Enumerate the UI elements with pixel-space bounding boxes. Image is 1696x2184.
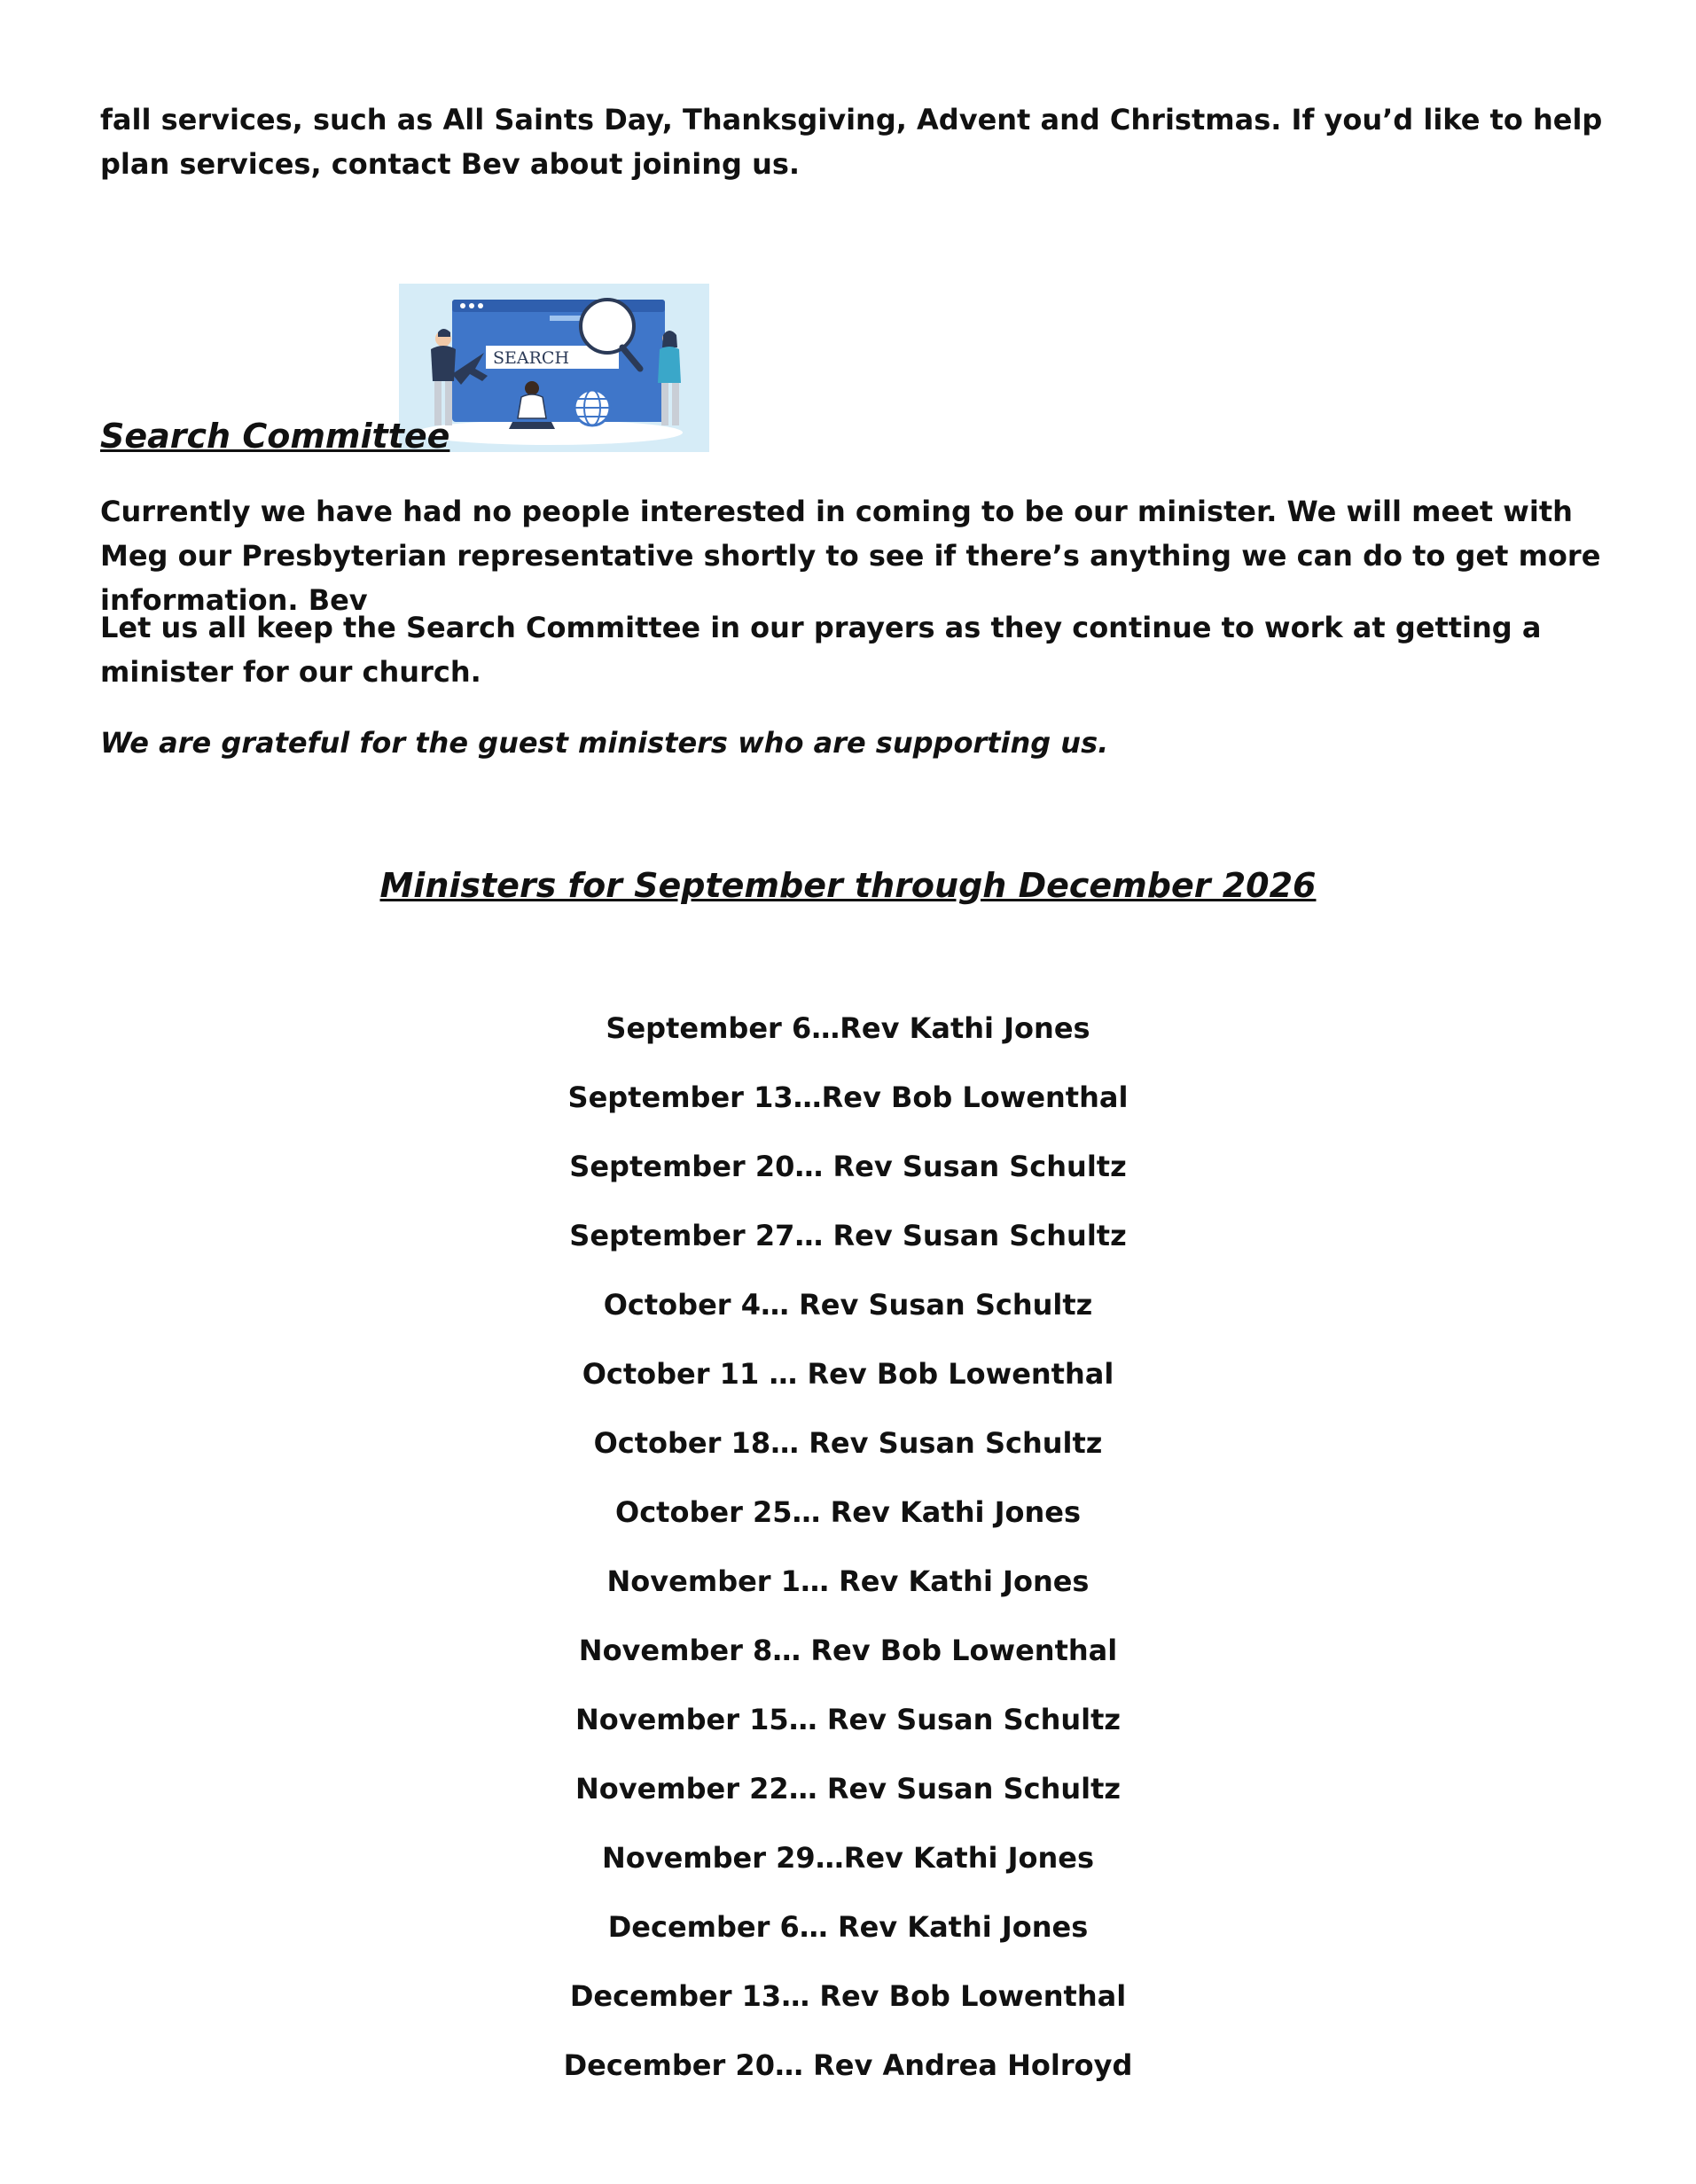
schedule-item: November 29…Rev Kathi Jones <box>601 1841 1095 1875</box>
schedule-item: September 13…Rev Bob Lowenthal <box>567 1080 1129 1114</box>
minister-schedule <box>0 1006 1696 2112</box>
schedule-item: September 20… Rev Susan Schultz <box>569 1150 1127 1183</box>
prayer-paragraph: Let us all keep the Search Committee in our prayers as they continue to work at getting a minister for our church. <box>100 611 1542 689</box>
search-committee-heading: Search Committee <box>100 417 450 456</box>
schedule-item: December 13… Rev Bob Lowenthal <box>569 1979 1127 2013</box>
ministers-heading: Ministers for September through December 2026 <box>379 866 1317 905</box>
schedule-item: November 15… Rev Susan Schultz <box>574 1703 1122 1736</box>
search-committee-paragraph: Currently we have had no people interested in coming to be our minister. We will meet with Meg our Presbyterian representative shortly to see if there’s anything we can do to get more information. Bev <box>100 495 1601 617</box>
search-illustration-label: SEARCH <box>493 348 570 368</box>
schedule-item: October 11 … Rev Bob Lowenthal <box>582 1357 1114 1391</box>
schedule-item: October 4… Rev Susan Schultz <box>603 1288 1093 1322</box>
schedule-item: November 1… Rev Kathi Jones <box>606 1564 1090 1598</box>
schedule-item: September 6…Rev Kathi Jones <box>606 1011 1090 1045</box>
intro-paragraph: fall services, such as All Saints Day, Thanksgiving, Advent and Christmas. If you’d like to help plan services, contact Bev about joining us. <box>100 103 1603 181</box>
gratitude-paragraph: We are grateful for the guest ministers who are supporting us. <box>100 726 1109 760</box>
schedule-item: October 18… Rev Susan Schultz <box>593 1426 1103 1460</box>
schedule-item: November 8… Rev Bob Lowenthal <box>578 1634 1118 1667</box>
schedule-item: December 20… Rev Andrea Holroyd <box>563 2048 1133 2082</box>
schedule-item: December 6… Rev Kathi Jones <box>607 1910 1089 1944</box>
schedule-item: October 25… Rev Kathi Jones <box>615 1495 1081 1529</box>
schedule-item: November 22… Rev Susan Schultz <box>574 1772 1122 1806</box>
schedule-item: September 27… Rev Susan Schultz <box>569 1219 1127 1252</box>
